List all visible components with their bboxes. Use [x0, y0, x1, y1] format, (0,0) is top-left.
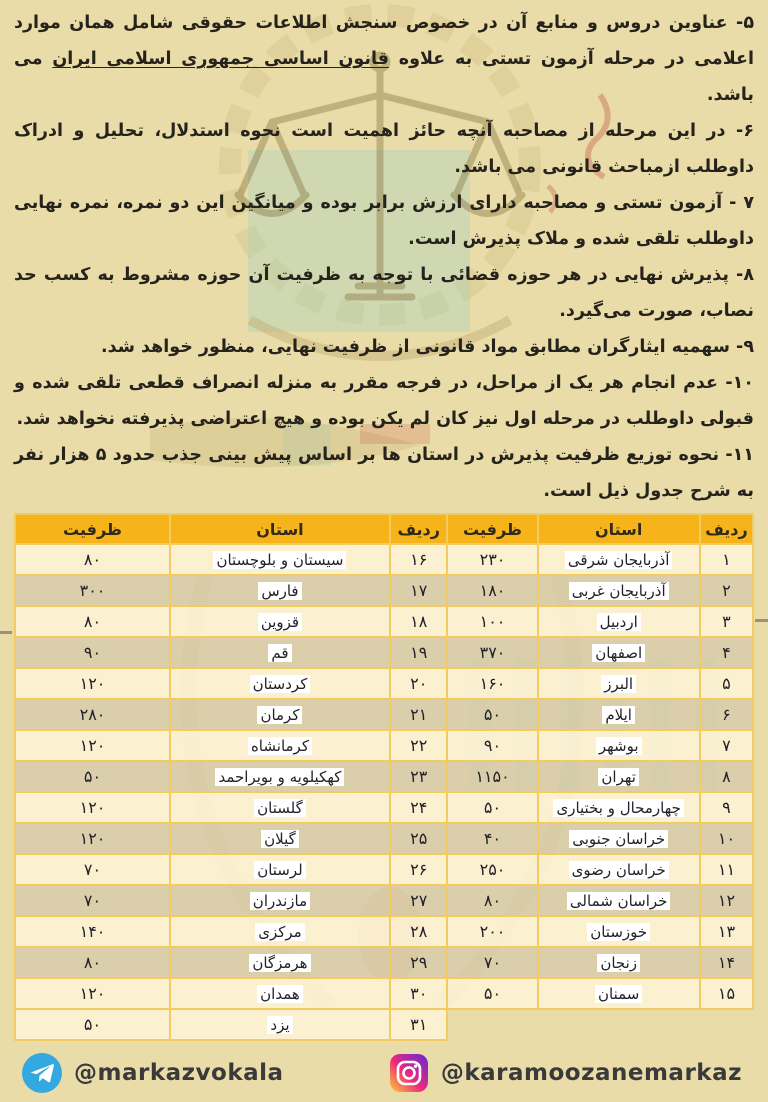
province-label: سمنان	[595, 985, 642, 1003]
capacity-cell: ۵۰	[447, 978, 537, 1009]
row-number-cell: ۶	[700, 699, 753, 730]
rule-item-11: ۱۱- نحوه توزیع ظرفیت پذیرش در استان ها بر اساس پیش بینی جذب حدود ۵ هزار نفر به شرح جدول ذیل است.	[14, 445, 754, 501]
row-number-cell: ۱۸	[390, 606, 448, 637]
province-cell	[538, 1009, 700, 1040]
row-number-cell: ۲۰	[390, 668, 448, 699]
capacity-cell: ۱۱۵۰	[447, 761, 537, 792]
rule-item-8: ۸- پذیرش نهایی در هر حوزه قضائی با توجه به ظرفیت آن حوزه مشروط به کسب حد نصاب، صورت می‌گیرد.	[14, 265, 754, 321]
table-row	[15, 699, 753, 730]
rules-text	[0, 0, 768, 509]
capacity-cell: ۱۰۰	[447, 606, 537, 637]
header-capacity: ظرفیت	[447, 514, 537, 544]
capacity-cell: ۲۰۰	[447, 916, 537, 947]
capacity-cell: ۹۰	[15, 637, 170, 668]
province-cell	[538, 761, 700, 792]
capacity-cell: ۵۰	[447, 792, 537, 823]
province-cell	[538, 916, 700, 947]
province-cell	[538, 792, 700, 823]
instagram-icon	[389, 1053, 429, 1093]
table-row	[15, 1009, 753, 1040]
row-number-cell: ۱۹	[390, 637, 448, 668]
capacity-cell: ۱۴۰	[15, 916, 170, 947]
row-number-cell: ۱۲	[700, 885, 753, 916]
row-number-cell: ۲۵	[390, 823, 448, 854]
capacity-cell: ۸۰	[15, 947, 170, 978]
capacity-cell	[447, 1009, 537, 1040]
province-cell	[170, 978, 390, 1009]
province-cell	[170, 792, 390, 823]
province-cell	[538, 730, 700, 761]
province-label: آذربایجان شرقی	[565, 551, 673, 569]
rule-5-text: ۵- عناوین دروس و منابع آن در خصوص سنجش اطلاعات حقوقی شامل همان موارد اعلامی در مرحله آزمون تستی به علاوه	[14, 13, 754, 69]
capacity-cell: ۴۰	[447, 823, 537, 854]
row-number-cell: ۲۷	[390, 885, 448, 916]
row-number-cell: ۲۹	[390, 947, 448, 978]
rule-item-6: ۶- در این مرحله از مصاحبه آنچه حائز اهمیت است نحوه استدلال، تحلیل و ادراک داوطلب ازمباحث قانونی می باشد.	[14, 121, 754, 177]
table-row	[15, 823, 753, 854]
capacity-cell: ۳۰۰	[15, 575, 170, 606]
province-label: چهارمحال و بختیاری	[553, 799, 683, 817]
province-cell	[170, 668, 390, 699]
province-label: زنجان	[597, 954, 640, 972]
capacity-cell: ۷۰	[15, 885, 170, 916]
province-cell	[538, 947, 700, 978]
table-row	[15, 575, 753, 606]
province-cell	[538, 575, 700, 606]
province-label: گلستان	[254, 799, 306, 817]
province-label: کردستان	[250, 675, 311, 693]
capacity-cell: ۲۳۰	[447, 544, 537, 575]
table-row	[15, 637, 753, 668]
underlined-phrase: قانون اساسی جمهوری اسلامی ایران	[52, 49, 389, 69]
province-label: همدان	[257, 985, 303, 1003]
rule-item-5	[14, 5, 754, 113]
table-row	[15, 792, 753, 823]
table-row	[15, 668, 753, 699]
rule-5-tail: می باشد.	[14, 49, 754, 105]
row-number-cell: ۱۰	[700, 823, 753, 854]
capacity-cell: ۸۰	[15, 606, 170, 637]
table-header-row	[15, 514, 753, 544]
province-label: کرمان	[257, 706, 302, 724]
province-cell	[170, 699, 390, 730]
table-row	[15, 606, 753, 637]
province-label: خراسان رضوی	[569, 861, 669, 879]
table-row	[15, 761, 753, 792]
province-cell	[170, 575, 390, 606]
province-cell	[170, 854, 390, 885]
capacity-cell: ۷۰	[15, 854, 170, 885]
capacity-cell: ۷۰	[447, 947, 537, 978]
capacity-cell: ۸۰	[15, 544, 170, 575]
capacity-cell: ۱۶۰	[447, 668, 537, 699]
province-cell	[170, 1009, 390, 1040]
row-number-cell: ۲۴	[390, 792, 448, 823]
row-number-cell: ۴	[700, 637, 753, 668]
rule-item-9: ۹- سهمیه ایثارگران مطابق مواد قانونی از ظرفیت نهایی، منظور خواهد شد.	[100, 337, 754, 357]
province-label: هرمزگان	[249, 954, 310, 972]
row-number-cell: ۱۱	[700, 854, 753, 885]
province-cell	[170, 730, 390, 761]
capacity-cell: ۲۸۰	[15, 699, 170, 730]
province-cell	[538, 637, 700, 668]
telegram-handle-group	[22, 1053, 284, 1093]
instagram-handle: @karamoozanemarkaz	[440, 1060, 742, 1086]
row-number-cell: ۵	[700, 668, 753, 699]
province-cell	[170, 761, 390, 792]
province-label: آذربایجان غربی	[569, 582, 669, 600]
province-label: قزوین	[258, 613, 302, 631]
crop-mark	[0, 631, 12, 634]
province-cell	[538, 699, 700, 730]
rule-item-7: ۷ - آزمون تستی و مصاحبه دارای ارزش برابر بوده و میانگین این دو نمره، نمره نهایی داوطلب تلقی شده و ملاک پذیرش است.	[14, 193, 754, 249]
instagram-handle-group	[389, 1053, 742, 1093]
province-cell	[170, 823, 390, 854]
capacity-table	[14, 513, 754, 1041]
row-number-cell: ۲	[700, 575, 753, 606]
row-number-cell: ۲۱	[390, 699, 448, 730]
province-label: گیلان	[261, 830, 299, 848]
row-number-cell: ۷	[700, 730, 753, 761]
province-label: سیستان و بلوچستان	[213, 551, 346, 569]
province-cell	[170, 637, 390, 668]
capacity-cell: ۲۵۰	[447, 854, 537, 885]
header-province: استان	[538, 514, 700, 544]
capacity-cell: ۳۷۰	[447, 637, 537, 668]
table-row	[15, 544, 753, 575]
province-label: کهکیلویه و بویراحمد	[215, 768, 344, 786]
province-label: مرکزی	[255, 923, 304, 941]
capacity-cell: ۵۰	[447, 699, 537, 730]
row-number-cell: ۳۱	[390, 1009, 448, 1040]
capacity-cell: ۱۲۰	[15, 978, 170, 1009]
capacity-cell: ۵۰	[15, 1009, 170, 1040]
province-label: اصفهان	[592, 644, 645, 662]
province-label: فارس	[258, 582, 301, 600]
rule-item-10: ۱۰- عدم انجام هر یک از مراحل، در فرجه مقرر به منزله انصراف قطعی تلقی شده و قبولی داوطلب در مرحله اول نیز کان لم یکن بوده و هیچ اعتراضی پذیرفته نخواهد شد.	[14, 373, 754, 429]
row-number-cell: ۱۴	[700, 947, 753, 978]
province-cell	[538, 885, 700, 916]
table-row	[15, 854, 753, 885]
capacity-cell: ۸۰	[447, 885, 537, 916]
row-number-cell: ۱۶	[390, 544, 448, 575]
province-label: تهران	[598, 768, 639, 786]
crop-mark	[755, 619, 768, 622]
header-capacity: ظرفیت	[15, 514, 170, 544]
province-cell	[538, 606, 700, 637]
row-number-cell: ۲۸	[390, 916, 448, 947]
row-number-cell: ۸	[700, 761, 753, 792]
capacity-cell: ۱۲۰	[15, 668, 170, 699]
row-number-cell: ۱	[700, 544, 753, 575]
table-row	[15, 730, 753, 761]
province-label: خراسان جنوبی	[569, 830, 668, 848]
header-row-number: ردیف	[390, 514, 448, 544]
province-cell	[538, 854, 700, 885]
capacity-cell: ۱۸۰	[447, 575, 537, 606]
row-number-cell: ۲۳	[390, 761, 448, 792]
row-number-cell: ۳۰	[390, 978, 448, 1009]
row-number-cell: ۱۳	[700, 916, 753, 947]
table-row	[15, 978, 753, 1009]
province-cell	[538, 978, 700, 1009]
province-label: خراسان شمالی	[567, 892, 671, 910]
province-cell	[170, 544, 390, 575]
telegram-icon	[22, 1053, 62, 1093]
row-number-cell: ۱۷	[390, 575, 448, 606]
province-label: لرستان	[254, 861, 306, 879]
row-number-cell	[700, 1009, 753, 1040]
province-cell	[538, 544, 700, 575]
row-number-cell: ۳	[700, 606, 753, 637]
province-label: اردبیل	[597, 613, 641, 631]
table-row	[15, 947, 753, 978]
row-number-cell: ۹	[700, 792, 753, 823]
header-province: استان	[170, 514, 390, 544]
row-number-cell: ۱۵	[700, 978, 753, 1009]
row-number-cell: ۲۶	[390, 854, 448, 885]
capacity-cell: ۹۰	[447, 730, 537, 761]
province-cell	[170, 606, 390, 637]
capacity-cell: ۵۰	[15, 761, 170, 792]
header-row-number: ردیف	[700, 514, 753, 544]
province-label: بوشهر	[596, 737, 642, 755]
province-cell	[170, 947, 390, 978]
capacity-cell: ۱۲۰	[15, 730, 170, 761]
province-cell	[538, 668, 700, 699]
capacity-cell: ۱۲۰	[15, 792, 170, 823]
province-label: کرمانشاه	[248, 737, 312, 755]
province-cell	[170, 885, 390, 916]
province-label: خوزستان	[587, 923, 650, 941]
table-body	[15, 544, 753, 1040]
telegram-handle: @markazvokala	[74, 1060, 284, 1086]
table-row	[15, 916, 753, 947]
province-label: ایلام	[602, 706, 635, 724]
province-label: البرز	[601, 675, 636, 693]
province-label: یزد	[267, 1016, 292, 1034]
province-cell	[538, 823, 700, 854]
footer	[0, 1041, 768, 1093]
row-number-cell: ۲۲	[390, 730, 448, 761]
province-label: قم	[268, 644, 291, 662]
province-label: مازندران	[250, 892, 310, 910]
capacity-cell: ۱۲۰	[15, 823, 170, 854]
table-row	[15, 885, 753, 916]
province-cell	[170, 916, 390, 947]
